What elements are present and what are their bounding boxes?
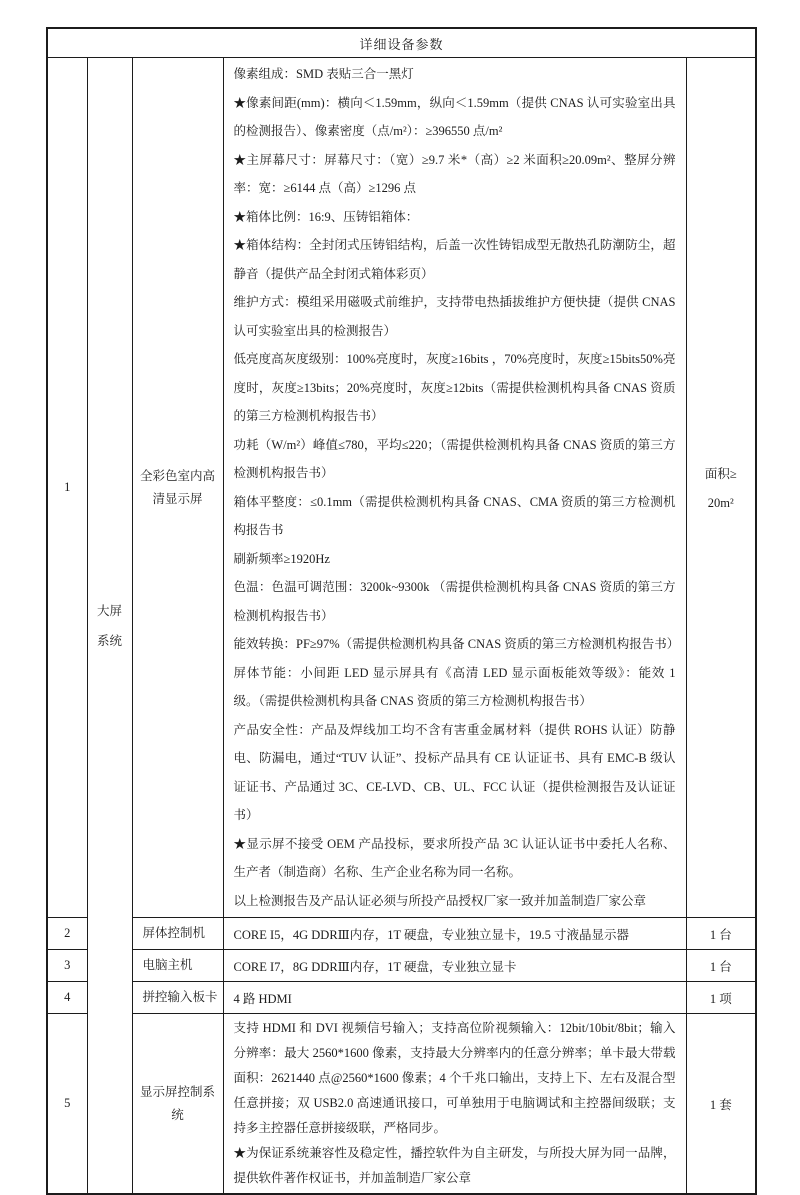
spec-paragraph: ★为保证系统兼容性及稳定性，播控软件为自主研发，与所投大屏为同一品牌，提供软件著作权证书，并加盖制造厂家公章	[233, 1146, 676, 1185]
spec-paragraph: 低亮度高灰度级别：100%亮度时，灰度≥16bits ，70%亮度时，灰度≥15bits50%亮度时，灰度≥13bits；20%亮度时，灰度≥12bits（需提供检测机构具备 CNAS 资质的第三方检测机构报告书）	[233, 352, 676, 423]
spec-paragraph: 刷新频率≥1920Hz	[233, 551, 330, 566]
spec-paragraph: ★显示屏不接受 OEM 产品投标，要求所投产品 3C 认证认证书中委托人名称、生产者（制造商）名称、生产企业名称为同一名称。	[233, 836, 676, 879]
spec-paragraph: 支持 HDMI 和 DVI 视频信号输入；支持高位阶视频输入：12bit/10bit/8bit；输入分辨率：最大 2560*1600 像素，支持最大分辨率内的任意分辨率；单卡最大带载面积：2621440 点@2560*1600 像素；4 个千兆口输出，支持上下、左右及混合型任意拼接；双 USB2.0 高速通讯接口，可单独用于电脑调试和主控器间级联；支持多主控器任意拼接级联，严格同步。	[233, 1021, 676, 1135]
row-number: 5	[47, 1014, 87, 1195]
quantity-line: 面积≥	[704, 466, 737, 481]
table-title-row	[47, 28, 756, 58]
equipment-name: 显示屏控制系统	[132, 1014, 223, 1195]
spec-paragraph: ★像素间距(mm)：横向＜1.59mm，纵向＜1.59mm（提供 CNAS 认可实验室出具的检测报告）、像素密度（点/m²）：≥396550 点/m²	[233, 95, 676, 138]
spec-cell: CORE I7，8G DDRⅢ内存，1T 硬盘，专业独立显卡	[223, 950, 686, 982]
system-category-cell	[87, 58, 132, 1195]
equipment-name: 电脑主机	[132, 950, 223, 982]
row-number: 3	[47, 950, 87, 982]
equipment-parameters-table	[46, 27, 757, 1195]
spec-cell: 4 路 HDMI	[223, 982, 686, 1014]
equipment-name: 拼控输入板卡	[132, 982, 223, 1014]
spec-paragraph: 屏体节能：小间距 LED 显示屏具有《高清 LED 显示面板能效等级》：能效 1 级。（需提供检测机构具备 CNAS 资质的第三方检测机构报告书）	[233, 665, 676, 708]
table-row-5	[47, 1014, 756, 1195]
equipment-name: 全彩色室内高清显示屏	[132, 58, 223, 918]
spec-paragraph: 箱体平整度：≤0.1mm（需提供检测机构具备 CNAS、CMA 资质的第三方检测机构报告书	[233, 494, 676, 537]
system-category-line: 大屏	[96, 603, 122, 618]
spec-paragraph: 像素组成：SMD 表贴三合一黑灯	[233, 67, 414, 81]
spec-cell	[223, 58, 686, 918]
quantity-cell: 1 台	[686, 950, 756, 982]
spec-paragraph: 维护方式：模组采用磁吸式前维护，支持带电热插拔维护方便快捷（提供 CNAS 认可实验室出具的检测报告）	[233, 295, 676, 338]
table-row-1	[47, 58, 756, 918]
system-category-line: 系统	[96, 633, 122, 648]
quantity-line: 20m²	[707, 495, 734, 510]
spec-cell: CORE I5，4G DDRⅢ内存，1T 硬盘，专业独立显卡，19.5 寸液晶显示器	[223, 918, 686, 950]
quantity-cell: 1 项	[686, 982, 756, 1014]
spec-paragraph: 色温：色温可调范围：3200k~9300k （需提供检测机构具备 CNAS 资质的第三方检测机构报告书）	[233, 580, 676, 623]
equipment-name: 屏体控制机	[132, 918, 223, 950]
quantity-cell	[686, 58, 756, 918]
spec-paragraph: ★主屏幕尺寸：屏幕尺寸：（宽）≥9.7 米*（高）≥2 米面积≥20.09m²、整屏分辨率：宽：≥6144 点（高）≥1296 点	[233, 152, 676, 195]
quantity-cell: 1 套	[686, 1014, 756, 1195]
table-row-2	[47, 918, 756, 950]
row-number: 1	[47, 58, 87, 918]
spec-paragraph: 能效转换：PF≥97%（需提供检测机构具备 CNAS 资质的第三方检测机构报告书）	[233, 637, 680, 651]
spec-cell	[223, 1014, 686, 1195]
spec-paragraph: ★箱体结构：全封闭式压铸铝结构，后盖一次性铸铝成型无散热孔防潮防尘，超静音（提供产品全封闭式箱体彩页）	[233, 238, 676, 281]
table-title: 详细设备参数	[47, 28, 756, 58]
table-row-3	[47, 950, 756, 982]
spec-paragraph: ★箱体比例：16:9、压铸铝箱体：	[233, 209, 419, 224]
spec-paragraph: 以上检测报告及产品认证必须与所投产品授权厂家一致并加盖制造厂家公章	[233, 893, 647, 908]
table-row-4	[47, 982, 756, 1014]
spec-paragraph: 功耗（W/m²）峰值≤780，平均≤220；（需提供检测机构具备 CNAS 资质的第三方检测机构报告书）	[233, 437, 676, 480]
spec-paragraph: 产品安全性：产品及焊线加工均不含有害重金属材料（提供 ROHS 认证）防静电、防漏电，通过“TUV 认证”、投标产品具有 CE 认证证书、具有 EMC-B 级认证证书、产品通过 3C、CE-LVD、CB、UL、FCC 认证（提供检测报告及认证证书）	[233, 722, 676, 822]
row-number: 2	[47, 918, 87, 950]
quantity-cell: 1 台	[686, 918, 756, 950]
row-number: 4	[47, 982, 87, 1014]
